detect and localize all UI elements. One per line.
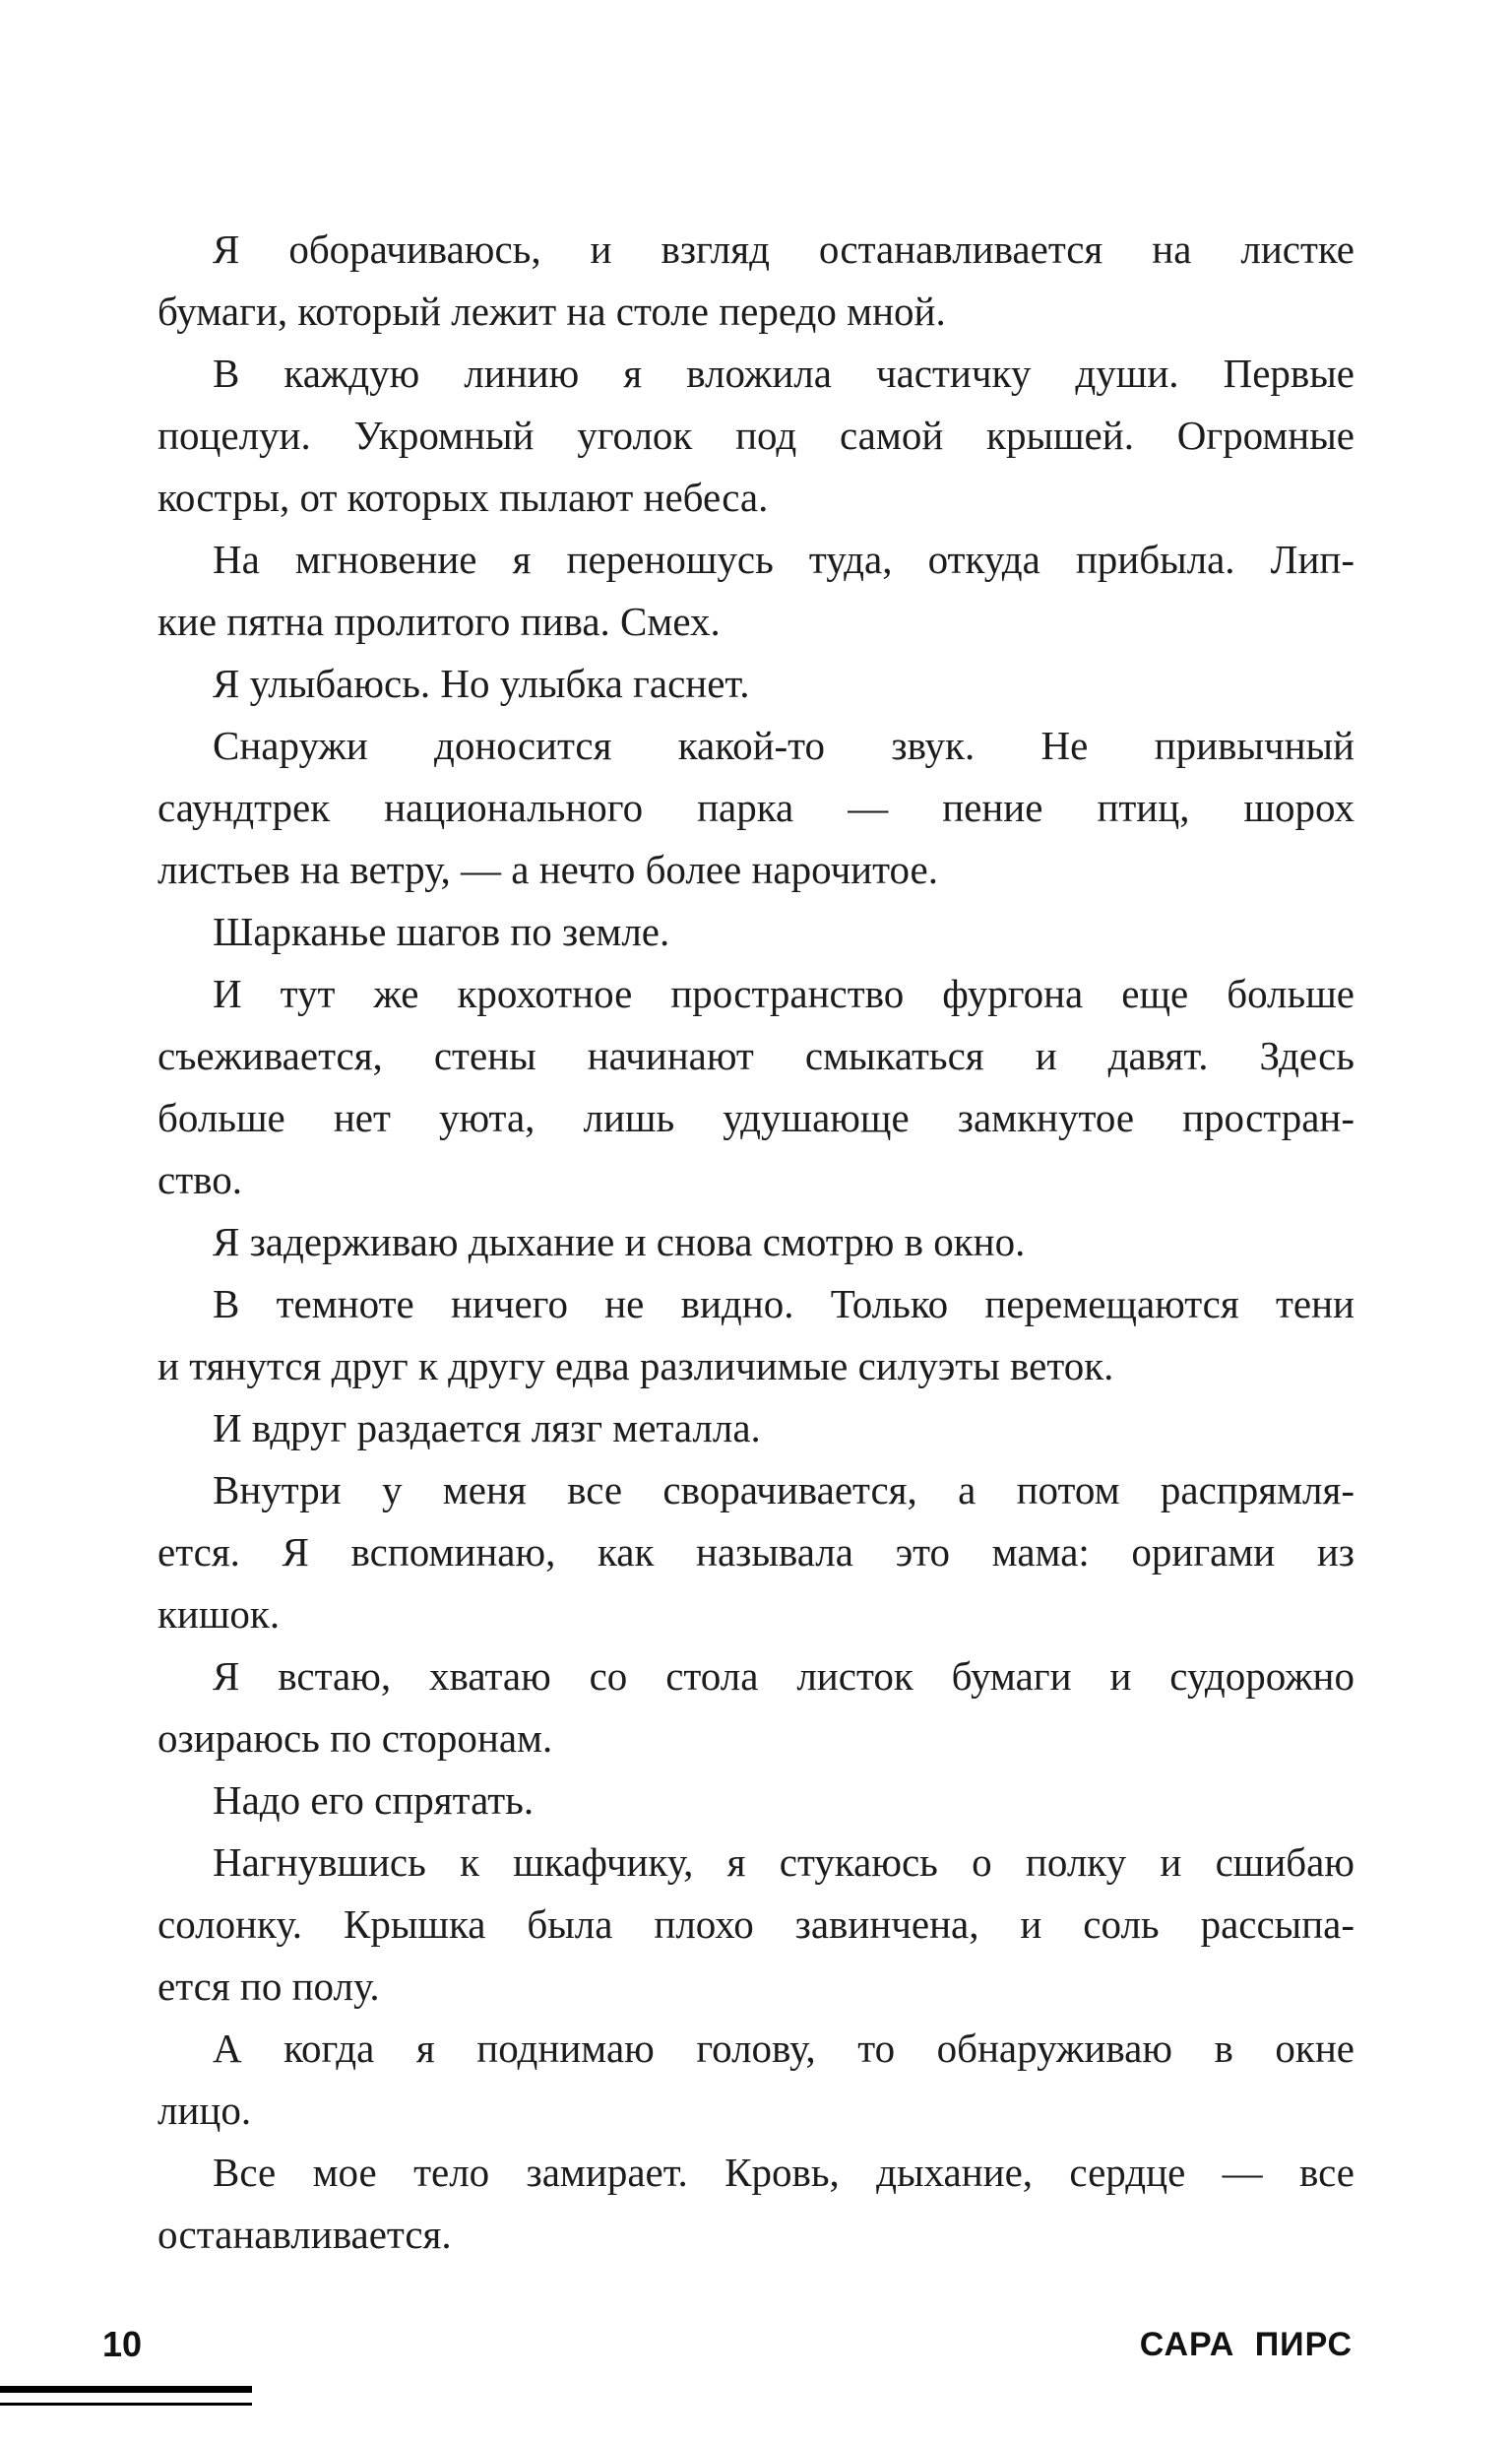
text-line: ется по полу. [158, 1963, 380, 2009]
text-line: и тянутся друг к другу едва различимые силуэты веток. [158, 1343, 1114, 1388]
footer-rule-thick [0, 2386, 252, 2393]
paragraph [158, 2018, 1354, 2142]
paragraph [158, 901, 1354, 963]
text-line: И вдруг раздается лязг металла. [213, 1405, 761, 1450]
text-line: А когда я поднимаю голову, то обнаруживаю в окне [213, 2025, 1354, 2071]
text-line: саундтрек национального парка — пение птиц, шорох [158, 785, 1354, 830]
text-line: И тут же крохотное пространство фургона еще больше [213, 971, 1354, 1016]
text-line: Я встаю, хватаю со стола листок бумаги и судорожно [213, 1653, 1354, 1699]
paragraph [158, 1832, 1354, 2018]
text-line: озираюсь по сторонам. [158, 1715, 553, 1761]
paragraph [158, 1273, 1354, 1397]
text-line: В темноте ничего не видно. Только перемещаются тени [213, 1281, 1354, 1326]
text-line: костры, от которых пылают небеса. [158, 475, 769, 520]
paragraph [158, 1769, 1354, 1832]
paragraph [158, 1645, 1354, 1769]
paragraph [158, 1459, 1354, 1645]
paragraph [158, 653, 1354, 715]
page-footer [0, 2324, 1512, 2373]
text-line: Нагнувшись к шкафчику, я стукаюсь о полку и сшибаю [213, 1839, 1354, 1885]
text-line: Я задерживаю дыхание и снова смотрю в окно. [213, 1219, 1026, 1264]
text-line: больше нет уюта, лишь удушающе замкнутое простран- [158, 1095, 1354, 1140]
paragraph [158, 529, 1354, 653]
text-line: кишок. [158, 1591, 281, 1637]
paragraph [158, 2142, 1354, 2266]
text-line: На мгновение я переношусь туда, откуда прибыла. Лип- [213, 537, 1354, 582]
paragraph [158, 963, 1354, 1211]
text-block [158, 219, 1354, 2266]
text-line: солонку. Крышка была плохо завинчена, и соль рассыпа- [158, 1901, 1354, 1947]
text-line: листьев на ветру, — а нечто более нарочитое. [158, 847, 938, 892]
text-line: Шарканье шагов по земле. [213, 909, 670, 954]
text-line: ство. [158, 1157, 242, 1202]
paragraph [158, 1211, 1354, 1273]
text-line: Внутри у меня все сворачивается, а потом распрямля- [213, 1467, 1354, 1512]
text-line: съеживается, стены начинают смыкаться и давят. Здесь [158, 1033, 1354, 1078]
footer-rule-thin [0, 2403, 252, 2406]
paragraph [158, 219, 1354, 343]
paragraph [158, 343, 1354, 529]
author-name: САРА ПИРС [1139, 2326, 1353, 2363]
paragraph [158, 715, 1354, 901]
text-line: Надо его спрятать. [213, 1777, 535, 1823]
text-line: бумаги, который лежит на столе передо мной. [158, 289, 946, 334]
text-line: Я улыбаюсь. Но улыбка гаснет. [213, 661, 750, 706]
text-line: В каждую линию я вложила частичку души. Первые [213, 351, 1354, 396]
text-line: Все мое тело замирает. Кровь, дыхание, сердце — все [213, 2150, 1354, 2195]
page-number: 10 [102, 2324, 143, 2364]
text-line: поцелуи. Укромный уголок под самой крышей. Огромные [158, 413, 1354, 458]
paragraph [158, 1397, 1354, 1459]
text-line: Я оборачиваюсь, и взгляд останавливается на листке [213, 226, 1354, 272]
text-line: кие пятна пролитого пива. Смех. [158, 599, 721, 644]
text-line: лицо. [158, 2088, 252, 2133]
text-line: ется. Я вспоминаю, как называла это мама: оригами из [158, 1529, 1354, 1575]
text-line: останавливается. [158, 2212, 452, 2257]
text-line: Снаружи доносится какой-то звук. Не привычный [213, 723, 1354, 768]
